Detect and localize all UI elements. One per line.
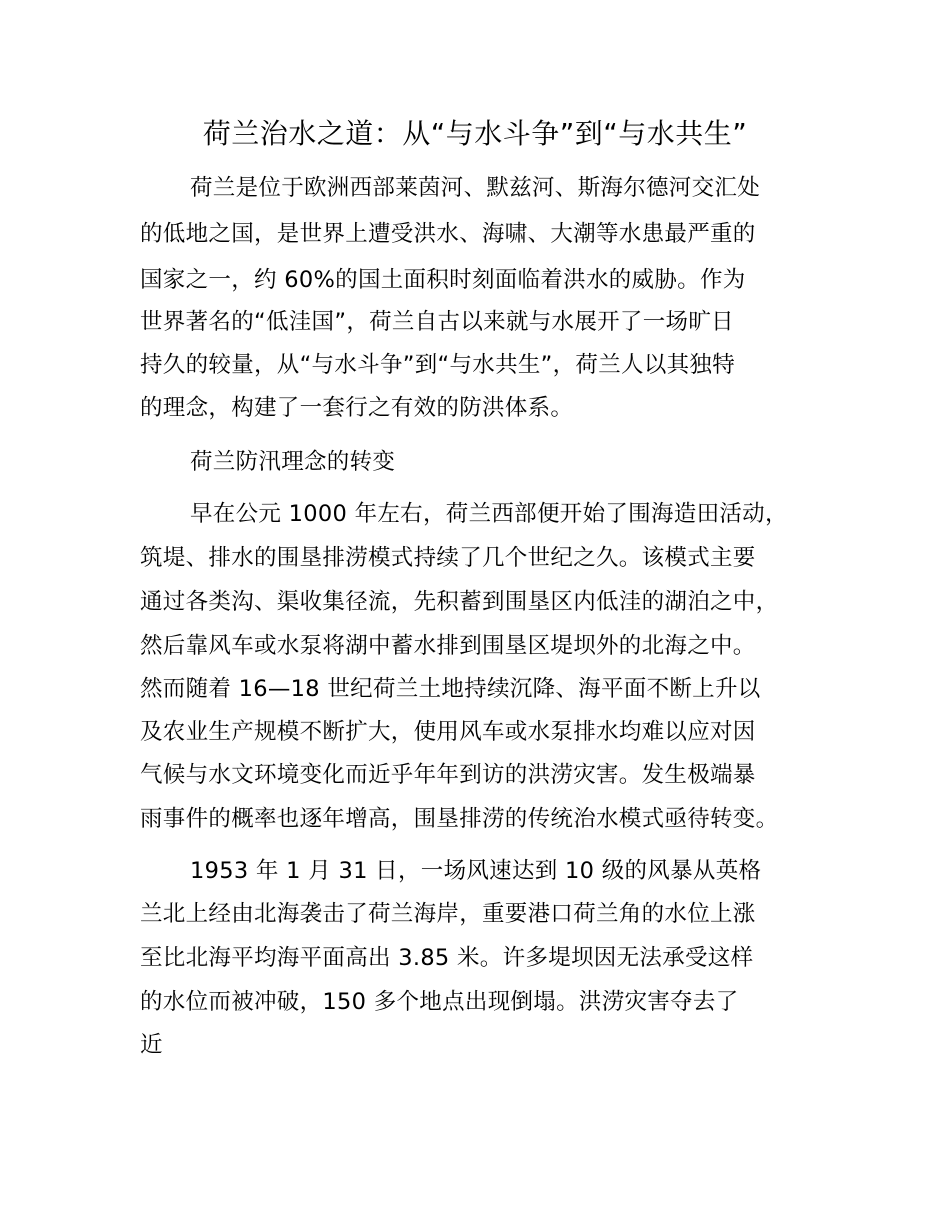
paragraph-line: 荷兰是位于欧洲西部莱茵河、默兹河、斯海尔德河交汇处 <box>190 175 761 201</box>
paragraph-line: 1953 年 1 月 31 日，一场风速达到 10 级的风暴从英格 <box>190 858 762 884</box>
paragraph-line: 的理念，构建了一套行之有效的防洪体系。 <box>140 395 574 421</box>
paragraph-line: 兰北上经由北海袭击了荷兰海岸，重要港口荷兰角的水位上涨 <box>140 901 756 927</box>
section-heading: 荷兰防汛理念的转变 <box>190 449 396 475</box>
paragraph-line: 然而随着 16—18 世纪荷兰土地持续沉降、海平面不断上升以 <box>140 676 761 702</box>
paragraph-line: 及农业生产规模不断扩大，使用风车或水泵排水均难以应对因 <box>140 719 756 745</box>
paragraph-line: 早在公元 1000 年左右，荷兰西部便开始了围海造田活动， <box>190 501 788 527</box>
paragraph-line: 的水位而被冲破，150 多个地点出现倒塌。洪涝灾害夺去了 <box>140 989 739 1015</box>
paragraph-line: 筑堤、排水的围垦排涝模式持续了几个世纪之久。该模式主要 <box>140 545 756 571</box>
paragraph-line: 雨事件的概率也逐年增高，围垦排涝的传统治水模式亟待转变。 <box>140 806 779 832</box>
document-title: 荷兰治水之道：从“与水斗争”到“与水共生” <box>202 117 748 150</box>
paragraph-line: 至比北海平均海平面高出 3.85 米。许多堤坝因无法承受这样 <box>140 945 754 971</box>
paragraph-line: 通过各类沟、渠收集径流，先积蓄到围垦区内低洼的湖泊之中， <box>140 589 779 615</box>
paragraph-line: 世界著名的“低洼国”，荷兰自古以来就与水展开了一场旷日 <box>140 309 734 335</box>
paragraph-line: 国家之一，约 60%的国土面积时刻面临着洪水的威胁。作为 <box>140 267 746 293</box>
paragraph-line: 近 <box>140 1032 163 1058</box>
paragraph-line: 气候与水文环境变化而近乎年年到访的洪涝灾害。发生极端暴 <box>140 762 756 788</box>
paragraph-line: 持久的较量，从“与水斗争”到“与水共生”，荷兰人以其独特 <box>140 352 736 378</box>
paragraph-line: 然后靠风车或水泵将湖中蓄水排到围垦区堤坝外的北海之中。 <box>140 633 756 659</box>
paragraph-line: 的低地之国，是世界上遭受洪水、海啸、大潮等水患最严重的 <box>140 221 756 247</box>
